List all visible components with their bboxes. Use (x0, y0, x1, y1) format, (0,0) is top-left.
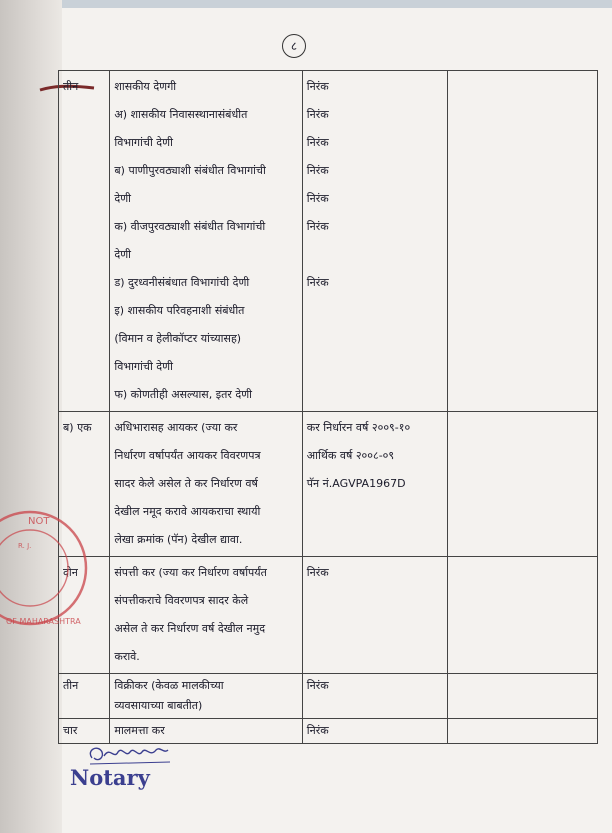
row-label: तीन (63, 679, 79, 692)
row-value-cell (302, 71, 447, 412)
detail-line: अ) शासकीय निवासस्थानासंबंधीत (114, 108, 248, 121)
value-line: निरंक (306, 192, 329, 205)
detail-line: करावे. (114, 650, 140, 663)
row-label-cell (59, 71, 110, 412)
detail-line: देखील नमूद करावे आयकराचा स्थायी (114, 505, 261, 518)
detail-line: (विमान व हेलीकॉप्टर यांच्यासह) (114, 332, 242, 345)
value-line: निरंक (306, 164, 329, 177)
detail-line: निर्धारण वर्षापर्यंत आयकर विवरणपत्र (114, 449, 261, 462)
detail-line: ब) पाणीपुरवठ्याशी संबंधीत विभागांची (114, 164, 266, 177)
detail-line: संपत्ती कर (ज्या कर निर्धारण वर्षापर्यंत (114, 566, 267, 579)
stamp-text-mid: R. J. (18, 542, 32, 550)
row-value-cell (302, 719, 447, 744)
row-detail-cell (110, 674, 302, 719)
row-detail-cell (110, 557, 302, 674)
table-row (59, 71, 598, 412)
row-label-cell (59, 674, 110, 719)
value-line: निरंक (306, 724, 329, 737)
stamp-text-top: NOT (28, 516, 50, 527)
value-line: निरंक (306, 276, 329, 289)
row-detail-cell (110, 412, 302, 557)
value-line: कर निर्धारन वर्ष २००९-१० (306, 421, 411, 434)
detail-line: व्यवसायाच्या बाबतीत) (114, 699, 203, 712)
table-row (59, 674, 598, 719)
value-line: निरंक (306, 679, 329, 692)
row-value-cell (302, 674, 447, 719)
value-line: निरंक (306, 220, 329, 233)
row-remarks-cell (447, 674, 597, 719)
detail-line: ड) दुरध्वनीसंबंधात विभागांची देणी (114, 276, 250, 289)
value-line: निरंक (306, 136, 329, 149)
detail-line: मालमत्ता कर (114, 724, 165, 737)
row-remarks-cell (447, 412, 597, 557)
row-detail-cell (110, 71, 302, 412)
row-remarks-cell (447, 71, 597, 412)
value-line: आर्थिक वर्ष २००८-०९ (306, 449, 395, 462)
row-remarks-cell (447, 557, 597, 674)
table-row (59, 557, 598, 674)
notary-label: Notary (70, 765, 150, 790)
row-remarks-cell (447, 719, 597, 744)
detail-line: देणी (114, 192, 132, 205)
value-line: निरंक (306, 566, 329, 579)
table-row (59, 412, 598, 557)
detail-line: इ) शासकीय परिवहनाशी संबंधीत (114, 304, 245, 317)
row-label: तीन (63, 80, 79, 93)
liabilities-table (58, 70, 598, 744)
row-label: ब) एक (63, 421, 92, 434)
row-value-cell (302, 412, 447, 557)
detail-line: असेल ते कर निर्धारण वर्ष देखील नमुद (114, 622, 266, 635)
detail-line: विभागांची देणी (114, 360, 173, 373)
value-line: निरंक (306, 80, 329, 93)
row-label: दोन (63, 566, 78, 579)
value-line: निरंक (306, 108, 329, 121)
page-number: ८ (282, 34, 306, 58)
value-line (307, 241, 443, 269)
detail-line: संपत्तीकराचे विवरणपत्र सादर केले (114, 594, 249, 607)
detail-line: देणी (114, 248, 132, 261)
detail-line: क) वीजपुरवठ्याशी संबंधीत विभागांची (114, 220, 266, 233)
notary-stamp (0, 508, 88, 636)
binding-shadow (0, 0, 62, 833)
scan-top-band (0, 0, 612, 8)
detail-line: अधिभारासह आयकर (ज्या कर (114, 421, 238, 434)
stamp-text-bottom: OF MAHARASHTRA (6, 617, 81, 626)
row-value-cell (302, 557, 447, 674)
detail-line: लेखा क्रमांक (पॅन) देखील द्यावा. (114, 533, 243, 546)
detail-line: विक्रीकर (केवळ मालकीच्या (114, 679, 224, 692)
value-line: पॅन नं.AGVPA1967D (306, 477, 406, 490)
detail-line: फ) कोणतीही असल्यास, इतर देणी (114, 388, 253, 401)
row-label: चार (63, 724, 78, 737)
detail-line: शासकीय देणगी (114, 80, 177, 93)
detail-line: विभागांची देणी (114, 136, 173, 149)
detail-line: सादर केले असेल ते कर निर्धारण वर्ष (114, 477, 258, 490)
